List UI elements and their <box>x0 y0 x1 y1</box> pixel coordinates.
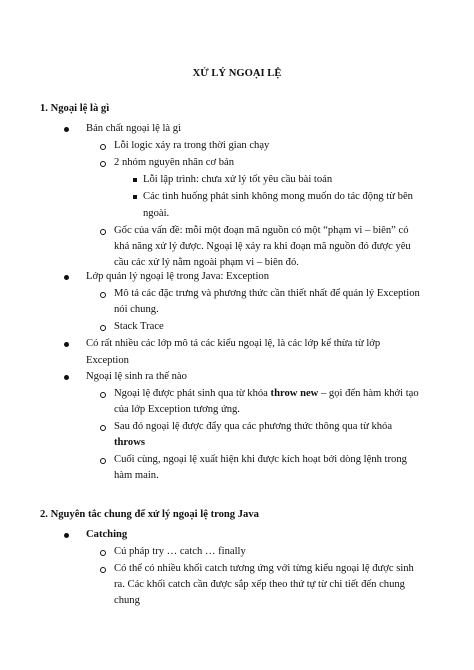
text-run: Ngoại lệ được phát sinh qua từ khóa <box>114 388 271 399</box>
list-item-cont: của lớp Exception tương ứng. <box>114 404 240 415</box>
bullet-circle <box>100 325 106 331</box>
list-item: Lỗi lập trình: chưa xử lý tốt yêu cầu bài toán <box>143 174 333 185</box>
list-item: Sau đó ngoại lệ được đẩy qua các phương thức thông qua từ khóa <box>114 421 393 432</box>
list-item-cont: chung <box>114 595 140 606</box>
keyword-throw-new: throw new <box>270 388 319 399</box>
page-title: XỬ LÝ NGOẠI LỆ <box>192 68 282 79</box>
text-run: – gọi đến hàm khởi tạo <box>318 388 419 399</box>
list-item-cont: hàm main. <box>114 470 159 481</box>
bullet-circle <box>100 292 106 298</box>
list-item-cont: khả năng xử lý được. Ngoại lệ xảy ra khi đoạn mã nguồn đó được yêu <box>114 241 411 252</box>
bullet-disc <box>64 375 69 380</box>
bullet-square <box>133 178 137 182</box>
list-item-cont: nói chung. <box>114 304 159 315</box>
list-item-cont: Exception <box>86 355 129 366</box>
list-item-cont: ngoài. <box>143 208 170 219</box>
list-item: Mô tả các đặc trưng và phương thức cần thiết nhất để quản lý Exception <box>114 288 420 299</box>
bullet-circle <box>100 144 106 150</box>
bullet-circle <box>100 425 106 431</box>
list-item: Lớp quản lý ngoại lệ trong Java: Exception <box>86 271 270 282</box>
bullet-square <box>133 195 137 199</box>
bullet-circle <box>100 392 106 398</box>
bullet-disc <box>64 342 69 347</box>
list-item: Cú pháp try … catch … finally <box>114 546 246 557</box>
bullet-circle <box>100 161 106 167</box>
list-item: Có thể có nhiều khối catch tương ứng với từng kiểu ngoại lệ được sinh <box>114 563 414 574</box>
bullet-circle <box>100 567 106 573</box>
bullet-circle <box>100 458 106 464</box>
bullet-circle <box>100 229 106 235</box>
section-1-heading: 1. Ngoại lệ là gì <box>40 103 110 114</box>
bullet-disc <box>64 127 69 132</box>
list-item-cont: cầu các xử lý nằm ngoài phạm vi – biên đó. <box>114 257 299 268</box>
list-item-cont: ra. Các khối catch cần được sắp xếp theo thứ tự từ chi tiết đến chung <box>114 579 405 590</box>
list-item: Có rất nhiều các lớp mô tả các kiểu ngoại lệ, là các lớp kế thừa từ lớp <box>86 338 381 349</box>
list-item: Lỗi logic xảy ra trong thời gian chạy <box>114 140 270 151</box>
list-item: Các tình huống phát sinh không mong muốn do tác động từ bên <box>143 191 413 202</box>
bullet-circle <box>100 550 106 556</box>
list-item <box>114 388 419 400</box>
list-item: Bản chất ngoại lệ là gì <box>86 123 182 134</box>
bullet-disc <box>64 533 69 538</box>
list-item: Gốc của vấn đề: mỗi một đoạn mã nguồn có một “phạm vi – biên” có <box>114 225 409 236</box>
list-item: Ngoại lệ sinh ra thế nào <box>86 371 187 382</box>
keyword-throws: throws <box>114 437 146 448</box>
list-item: Cuối cùng, ngoại lệ xuất hiện khi được kích hoạt bởi dòng lệnh trong <box>114 454 407 465</box>
list-item: Stack Trace <box>114 321 164 332</box>
list-item: 2 nhóm nguyên nhân cơ bản <box>114 157 235 168</box>
list-item: Catching <box>86 529 128 540</box>
section-2-heading: 2. Nguyên tắc chung để xử lý ngoại lệ trong Java <box>40 509 259 520</box>
bullet-disc <box>64 275 69 280</box>
